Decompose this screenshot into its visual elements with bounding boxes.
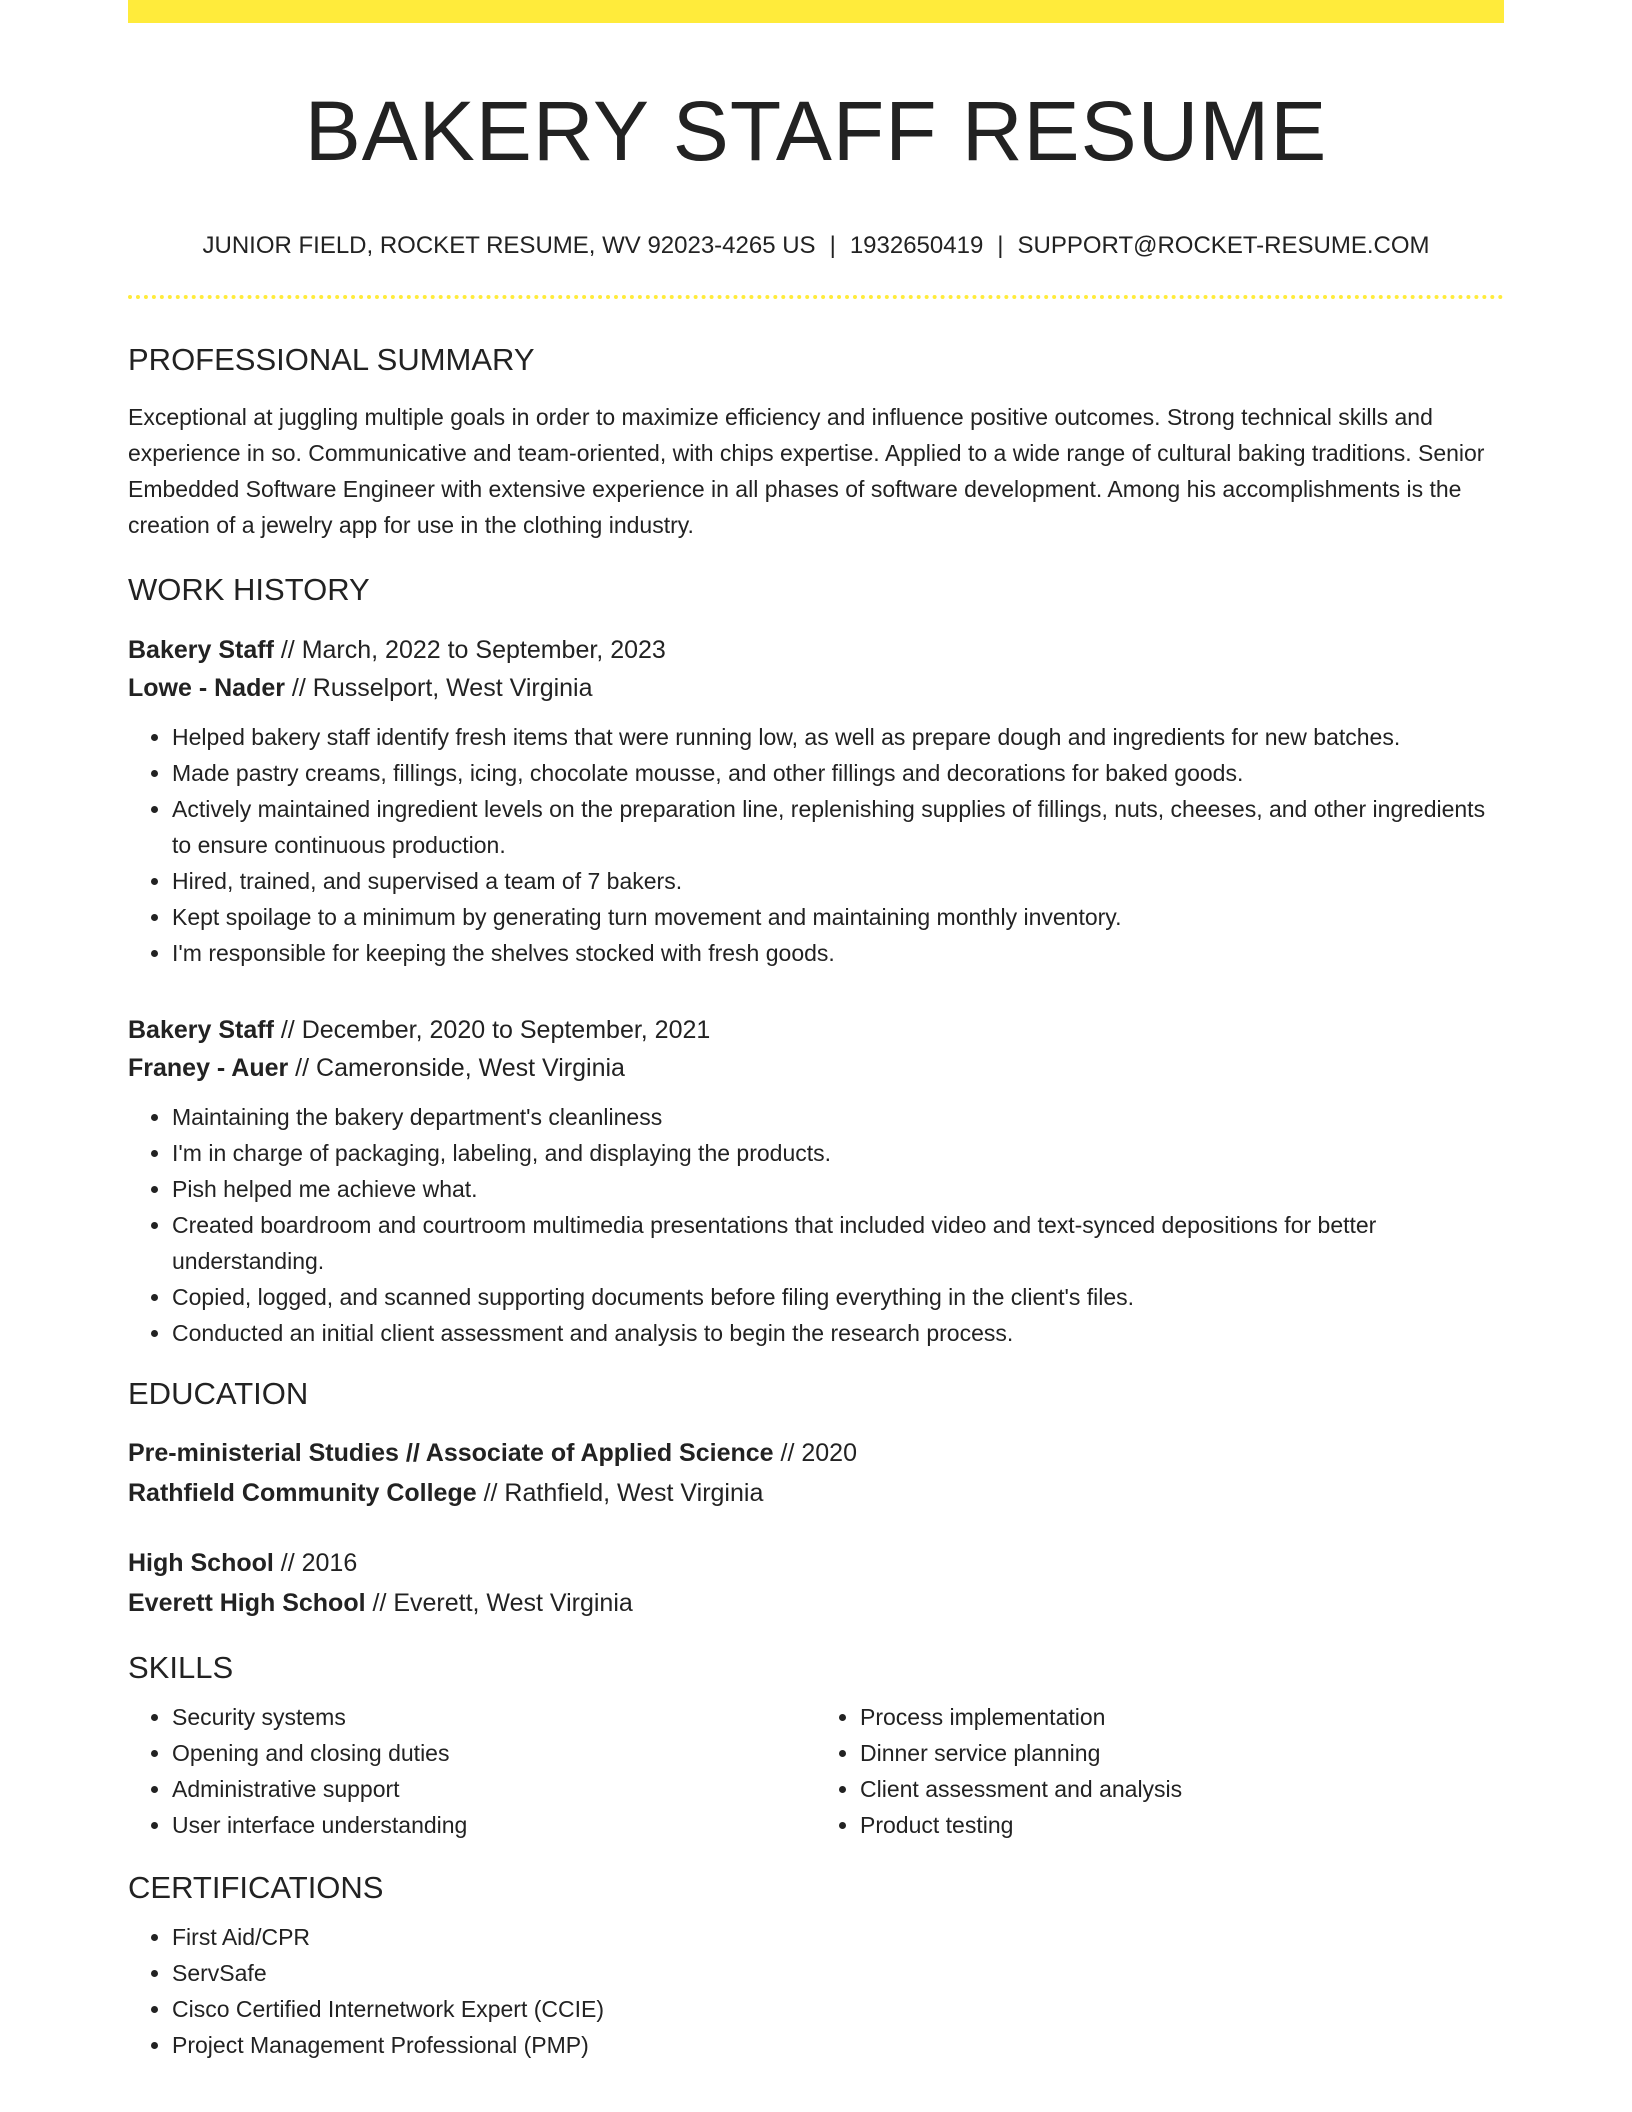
job-company-line bbox=[128, 669, 1504, 707]
skills-list-left bbox=[128, 1699, 816, 1843]
skills-list-right bbox=[816, 1699, 1504, 1843]
certifications-list bbox=[128, 1919, 1504, 2063]
job-bullet: • Created boardroom and courtroom multimedia presentations that included video and text-synced depositions for better understanding. bbox=[172, 1207, 1504, 1279]
certification-item: • Cisco Certified Internetwork Expert (CCIE) bbox=[172, 1991, 1504, 2027]
job-bullets bbox=[128, 719, 1504, 971]
job-bullet: • Helped bakery staff identify fresh items that were running low, as well as prepare dough and ingredients for new batches. bbox=[172, 719, 1504, 755]
job-bullet: • Conducted an initial client assessment and analysis to begin the research process. bbox=[172, 1315, 1504, 1351]
top-accent-bar bbox=[128, 0, 1504, 23]
education-year: // 2016 bbox=[273, 1549, 358, 1577]
contact-separator: | bbox=[829, 232, 836, 259]
job-bullet: • I'm responsible for keeping the shelves stocked with fresh goods. bbox=[172, 935, 1504, 971]
skill-item: • Process implementation bbox=[860, 1699, 1504, 1735]
job-bullet: • Kept spoilage to a minimum by generating turn movement and maintaining monthly inventory. bbox=[172, 899, 1504, 935]
job-entry bbox=[128, 1011, 1504, 1351]
resume-page bbox=[128, 0, 1504, 2063]
job-bullet: • I'm in charge of packaging, labeling, and displaying the products. bbox=[172, 1135, 1504, 1171]
work-history-heading: WORK HISTORY bbox=[128, 572, 370, 607]
skill-item: • User interface understanding bbox=[172, 1807, 816, 1843]
education-degree-line bbox=[128, 1543, 1504, 1583]
job-bullet: • Maintaining the bakery department's cleanliness bbox=[172, 1099, 1504, 1135]
education-location: // Rathfield, West Virginia bbox=[476, 1479, 764, 1507]
contact-email: SUPPORT@ROCKET-RESUME.COM bbox=[1017, 232, 1430, 259]
education-school-line bbox=[128, 1473, 1504, 1513]
education-school-line bbox=[128, 1583, 1504, 1623]
job-dates: // December, 2020 to September, 2021 bbox=[273, 1016, 711, 1044]
contact-line bbox=[128, 231, 1504, 261]
job-location: // Cameronside, West Virginia bbox=[288, 1054, 625, 1082]
certifications-heading: CERTIFICATIONS bbox=[128, 1870, 384, 1905]
education-year: // 2020 bbox=[773, 1439, 857, 1467]
education-school: Rathfield Community College bbox=[128, 1479, 477, 1507]
education-entry bbox=[128, 1433, 1504, 1513]
education-degree-line bbox=[128, 1433, 1504, 1473]
contact-phone: 1932650419 bbox=[849, 232, 984, 259]
certification-item: • Project Management Professional (PMP) bbox=[172, 2027, 1504, 2063]
certification-item: • ServSafe bbox=[172, 1955, 1504, 1991]
resume-title: BAKERY STAFF RESUME bbox=[304, 84, 1328, 178]
job-bullets bbox=[128, 1099, 1504, 1351]
skill-item: • Administrative support bbox=[172, 1771, 816, 1807]
job-dates: // March, 2022 to September, 2023 bbox=[273, 636, 666, 664]
dotted-divider bbox=[128, 295, 1504, 299]
education-location: // Everett, West Virginia bbox=[365, 1589, 633, 1617]
job-location: // Russelport, West Virginia bbox=[284, 674, 593, 702]
education-degree: Pre-ministerial Studies // Associate of Applied Science bbox=[128, 1439, 774, 1467]
skill-item: • Product testing bbox=[860, 1807, 1504, 1843]
skills-columns bbox=[128, 1699, 1504, 1843]
skill-item: • Dinner service planning bbox=[860, 1735, 1504, 1771]
job-bullet: • Copied, logged, and scanned supporting documents before filing everything in the client's files. bbox=[172, 1279, 1504, 1315]
contact-separator: | bbox=[997, 232, 1004, 259]
job-title: Bakery Staff bbox=[128, 636, 274, 664]
job-bullet: • Pish helped me achieve what. bbox=[172, 1171, 1504, 1207]
summary-heading: PROFESSIONAL SUMMARY bbox=[128, 342, 535, 377]
skill-item: • Opening and closing duties bbox=[172, 1735, 816, 1771]
skills-heading: SKILLS bbox=[128, 1650, 234, 1685]
job-company-line bbox=[128, 1049, 1504, 1087]
job-bullet: • Made pastry creams, fillings, icing, chocolate mousse, and other fillings and decorations for baked goods. bbox=[172, 755, 1504, 791]
skill-item: • Client assessment and analysis bbox=[860, 1771, 1504, 1807]
job-company: Franey - Auer bbox=[128, 1054, 289, 1082]
job-bullet: • Actively maintained ingredient levels on the preparation line, replenishing supplies of fillings, nuts, cheeses, and other ingredients to ensure continuous production. bbox=[172, 791, 1504, 863]
certification-item: • First Aid/CPR bbox=[172, 1919, 1504, 1955]
job-company: Lowe - Nader bbox=[128, 674, 285, 702]
job-bullet: • Hired, trained, and supervised a team of 7 bakers. bbox=[172, 863, 1504, 899]
job-title: Bakery Staff bbox=[128, 1016, 274, 1044]
summary-text: Exceptional at juggling multiple goals in order to maximize efficiency and influence positive outcomes. Strong technical skills and experience in so. Communicative and team-oriented, with chips expertise. Applied to a wide range of cultural baking traditions. Senior Embedded Software Engineer with extensive experience in all phases of software development. Among his accomplishments is the creation of a jewelry app for use in the clothing industry. bbox=[128, 404, 1485, 538]
education-entry bbox=[128, 1543, 1504, 1623]
education-degree: High School bbox=[128, 1549, 274, 1577]
skill-item: • Security systems bbox=[172, 1699, 816, 1735]
education-heading: EDUCATION bbox=[128, 1376, 309, 1411]
education-school: Everett High School bbox=[128, 1589, 366, 1617]
job-entry bbox=[128, 631, 1504, 971]
job-title-line bbox=[128, 1011, 1504, 1049]
job-title-line bbox=[128, 631, 1504, 669]
contact-address: JUNIOR FIELD, ROCKET RESUME, WV 92023-4265 US bbox=[202, 232, 816, 259]
